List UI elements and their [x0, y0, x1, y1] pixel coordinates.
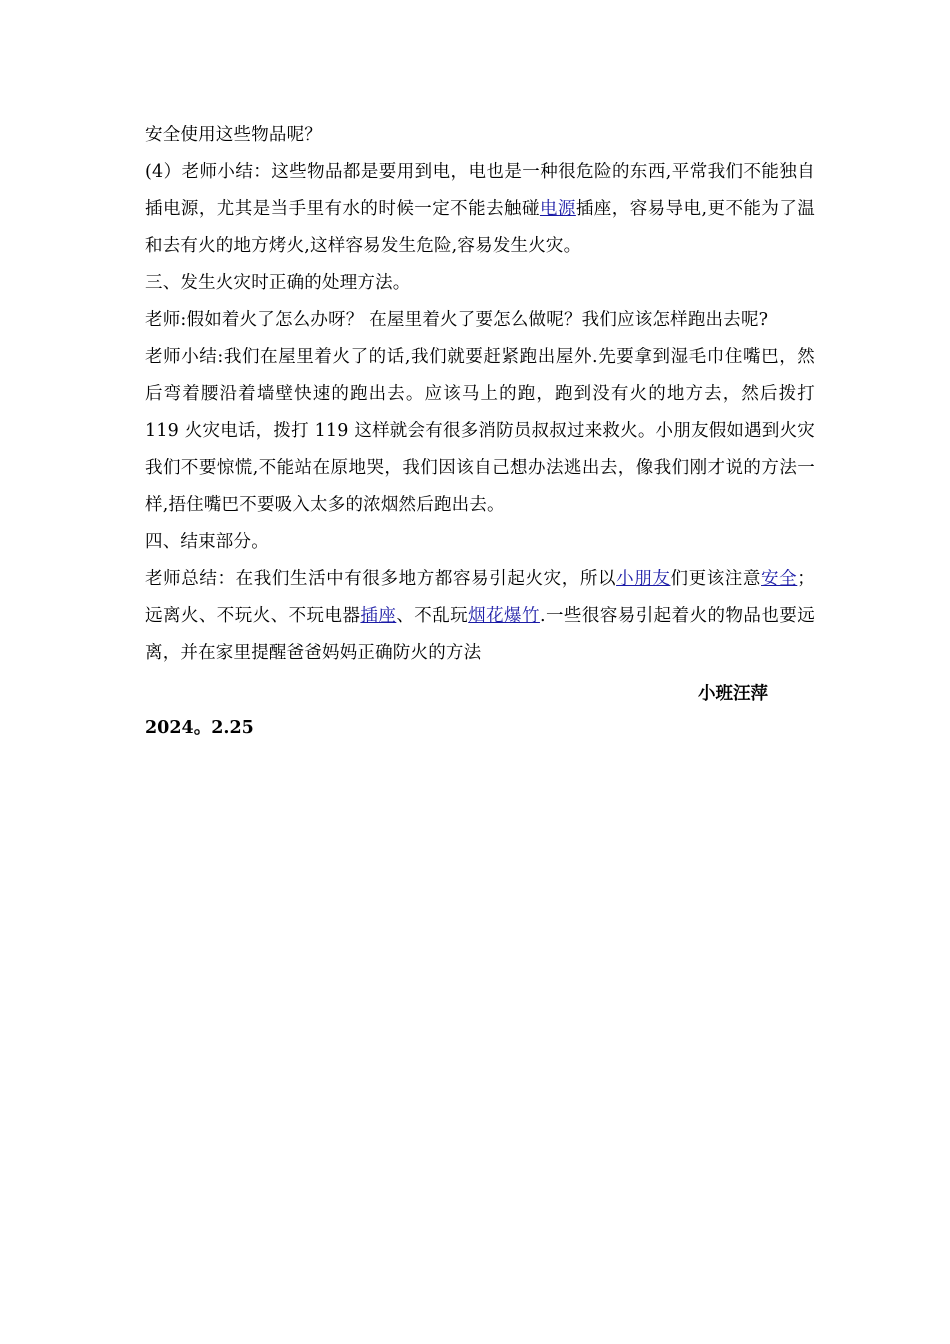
- conclusion-text-3: ；远离火、不玩火、不玩电器: [145, 569, 815, 626]
- link-children[interactable]: 小朋友: [616, 569, 671, 589]
- paragraph-teacher-question: 老师:假如着火了怎么办呀？ 在屋里着火了要怎么做呢？我们应该怎样跑出去呢?: [145, 310, 769, 330]
- conclusion-text-2: 们更该注意: [670, 569, 762, 589]
- paragraph-teacher-summary: 老师小结:我们在屋里着火了的话,我们就要赶紧跑出屋外.先要拿到湿毛巾住嘴巴，然后弯着腰沿着墙壁快速的跑出去。应该马上的跑，跑到没有火的地方去，然后拨打 119 火灾电话，拨打 119 这样就会有很多消防员叔叔过来救火。小朋友假如遇到火灾我们不要惊慌,不能站在原地哭，我们因该自己想办法逃出去，像我们刚才说的方法一样,捂住嘴巴不要吸入太多的浓烟然后跑出去。: [145, 347, 815, 515]
- section-heading-3: 三、发生火灾时正确的处理方法。: [145, 273, 411, 293]
- paragraph-conclusion: [145, 561, 815, 672]
- signature-name: 小班汪萍: [698, 684, 768, 704]
- paragraph-2-text-a: (4）老师小结：这些物品都是要用到电，电也是一种很危险的东西,平常我们不能独自插电源，尤其是当手里有水的时候一定不能去触碰: [145, 162, 815, 219]
- conclusion-text-5: .一些很容易引起着火的物品也要远离，并在家里提醒爸爸妈妈正确防火的方法: [145, 606, 815, 663]
- conclusion-text-1: 老师总结：在我们生活中有很多地方都容易引起火灾，所以: [145, 569, 617, 589]
- link-safety[interactable]: 安全: [761, 569, 798, 589]
- paragraph-2-text-b: 插座，容易导电,更不能为了温和去有火的地方烤火,这样容易发生危险,容易发生火灾。: [145, 199, 815, 256]
- link-power-source[interactable]: 电源: [539, 199, 576, 219]
- paragraph-2: [145, 154, 815, 265]
- signature-date: 2024。2.25: [145, 718, 254, 738]
- conclusion-text-4: 、不乱玩: [396, 606, 469, 626]
- link-socket[interactable]: 插座: [360, 606, 397, 626]
- document-body: [145, 117, 815, 672]
- section-heading-4: 四、结束部分。: [145, 532, 269, 552]
- paragraph-1: 安全使用这些物品呢？: [145, 125, 322, 145]
- link-fireworks[interactable]: 烟花爆竹: [468, 606, 540, 626]
